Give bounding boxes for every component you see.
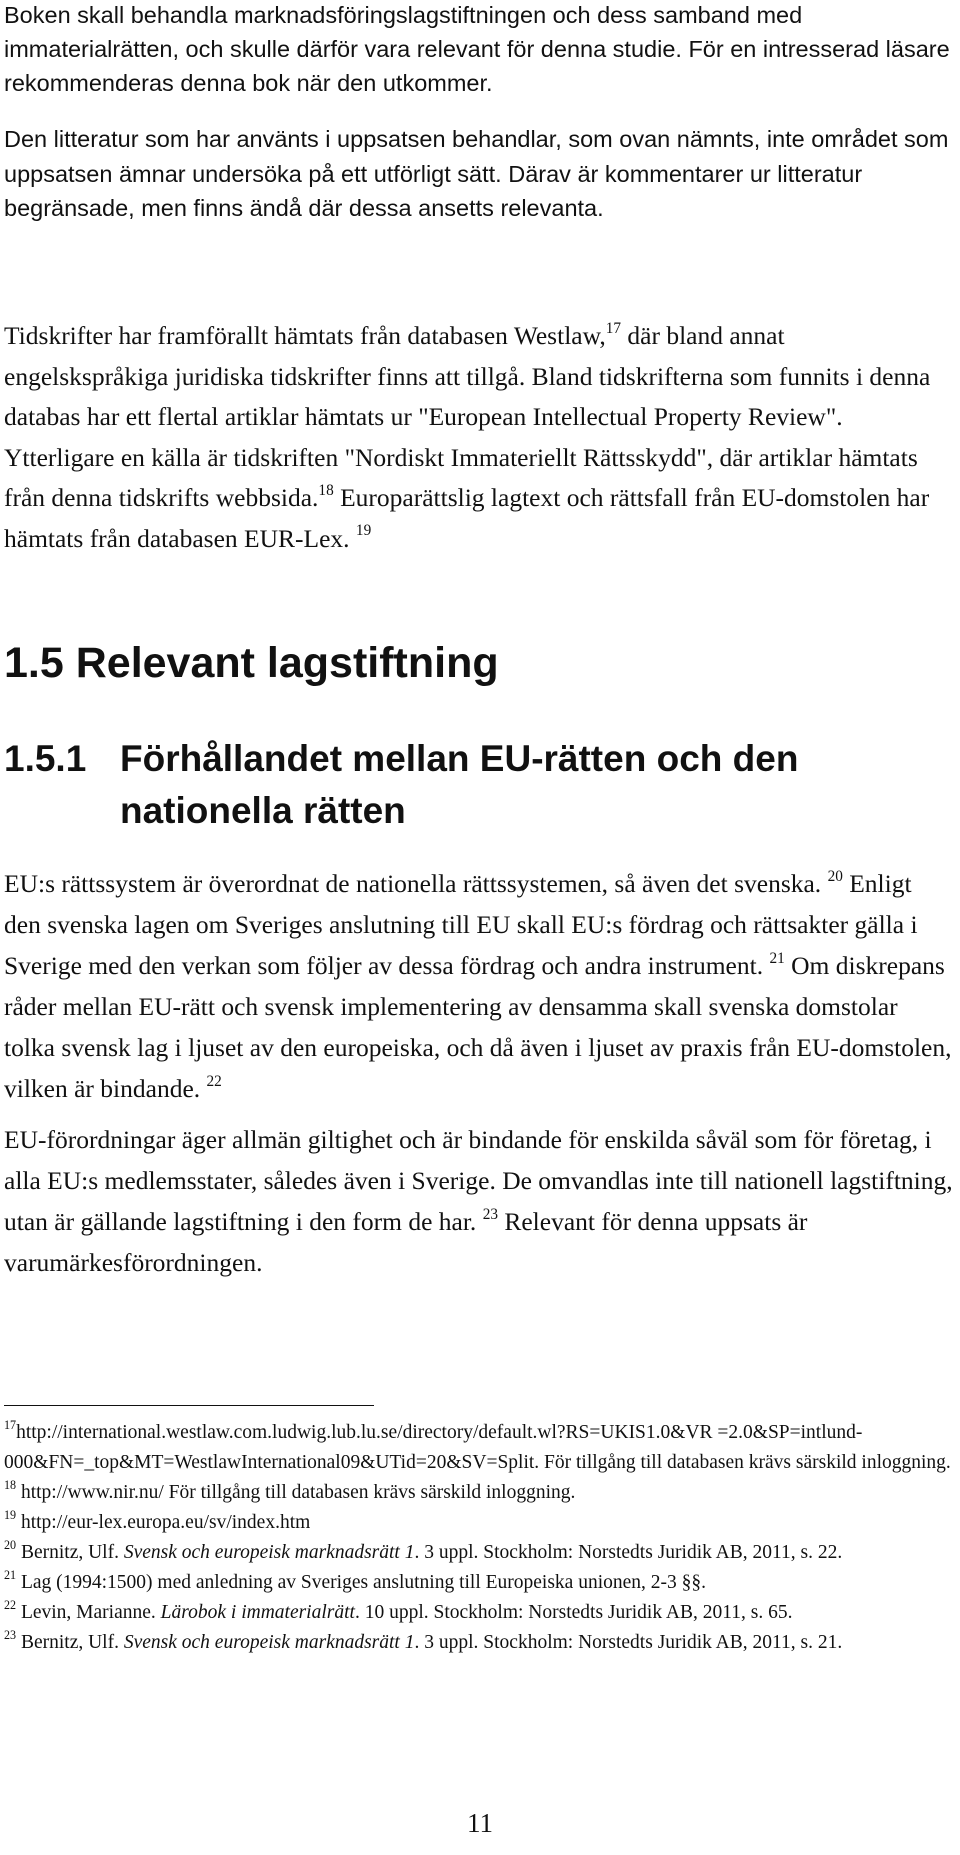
footnote-21 xyxy=(4,1568,954,1598)
section-heading: 1.5 Relevant lagstiftning xyxy=(4,639,499,687)
footnote-book-title: Svensk och europeisk marknadsrätt 1 xyxy=(123,1542,415,1563)
footnote-text: . 3 uppl. Stockholm: Norstedts Juridik AB, 2011, s. 22. xyxy=(414,1542,843,1563)
footnote-book-title: Svensk och europeisk marknadsrätt 1 xyxy=(123,1632,415,1653)
paragraph-eu-regulations xyxy=(4,1119,954,1283)
footnote-23 xyxy=(4,1628,954,1658)
footnote-ref[interactable]: 23 xyxy=(482,1205,498,1223)
subsection-title-line1: Förhållandet mellan EU-rätten och den xyxy=(120,738,799,779)
footnote-ref[interactable]: 17 xyxy=(605,319,622,337)
footnote-text: Lag (1994:1500) med anledning av Sveriges anslutning till Europeiska unionen, 2-3 §§. xyxy=(16,1572,707,1593)
footnote-number: 17 xyxy=(4,1418,17,1433)
subsection-title-line2: nationella rätten xyxy=(120,790,406,831)
footnote-22 xyxy=(4,1598,954,1628)
paragraph-text: Enligt den svenska lagen om Sveriges anslutning till EU skall EU:s fördrag och rättsakter gälla i Sverige med den verkan som följer av dessa fördrag och andra instrument. xyxy=(4,869,918,980)
paragraph-text: Om diskrepans råder mellan EU-rätt och svensk implementering av densamma skall svenska domstolar tolka svensk lag i ljuset av den europeiska, och då även i ljuset av praxis från EU-domstolen, vilken är bindande. xyxy=(4,951,952,1103)
footnote-text: Bernitz, Ulf. xyxy=(16,1632,124,1653)
paragraph-text: EU:s rättssystem är överordnat de nationella rättssystemen, så även det svenska. xyxy=(4,869,822,898)
footnote-ref[interactable]: 18 xyxy=(318,481,334,499)
footnote-number: 19 xyxy=(4,1508,17,1523)
footnote-text: Levin, Marianne. xyxy=(16,1602,161,1623)
paragraph-eu-legal-system xyxy=(4,863,954,1109)
footnote-20 xyxy=(4,1538,954,1568)
footnote-number: 23 xyxy=(4,1628,17,1643)
footnote-ref[interactable]: 19 xyxy=(355,522,372,540)
footnote-number: 20 xyxy=(4,1538,17,1553)
paragraph-text: Europarättslig lagtext och rättsfall från EU-domstolen har hämtats från databasen EUR-Lex. xyxy=(4,483,930,553)
footnote-17 xyxy=(4,1418,954,1478)
paragraph-literature: Den litteratur som har använts i uppsatsen behandlar, som ovan nämnts, inte området som uppsatsen ämnar undersöka på ett utförligt sätt. Därav är kommentarer ur litteratur begränsade, men finns ändå där dessa ansetts relevanta. xyxy=(4,126,949,221)
subsection-number: 1.5.1 xyxy=(4,738,87,779)
footnote-19 xyxy=(4,1508,954,1538)
paragraph-text: Relevant för denna uppsats är varumärkesförordningen. xyxy=(4,1207,808,1277)
footnote-text: . 3 uppl. Stockholm: Norstedts Juridik AB, 2011, s. 21. xyxy=(414,1632,843,1653)
footnote-book-title: Lärobok i immaterialrätt xyxy=(160,1602,355,1623)
paragraph-text: där bland annat engelskspråkiga juridiska tidskrifter finns att tillgå. Bland tidskrifterna som funnits i denna databas har ett flertal artiklar hämtats ur "European Intellectual Property Review". Ytterligare en källa är tidskriften "Nordiskt Immateriellt Rättsskydd", där artiklar hämtats från denna tidskrifts webbsida. xyxy=(4,321,931,512)
footnotes xyxy=(4,1418,954,1658)
footnote-number: 18 xyxy=(4,1478,17,1493)
footnote-url[interactable]: http://www.nir.nu/ För tillgång till databasen krävs särskild inloggning. xyxy=(16,1482,576,1503)
footnote-url[interactable]: http://international.westlaw.com.ludwig.lub.lu.se/directory/default.wl?RS=UKIS1.0&VR =2.0&SP=intlund-000&FN=_top&MT=WestlawInternational09&UTid=20&SV=Split. För tillgång till databasen krävs särskild inloggning. xyxy=(4,1422,951,1473)
footnote-text: Bernitz, Ulf. xyxy=(16,1542,124,1563)
footnote-18 xyxy=(4,1478,954,1508)
footnote-url[interactable]: http://eur-lex.europa.eu/sv/index.htm xyxy=(16,1512,311,1533)
footnote-number: 21 xyxy=(4,1568,17,1583)
page-number: 11 xyxy=(467,1808,493,1838)
footnote-number: 22 xyxy=(4,1598,17,1613)
footnote-ref[interactable]: 21 xyxy=(769,949,785,967)
footnote-text: . 10 uppl. Stockholm: Norstedts Juridik AB, 2011, s. 65. xyxy=(354,1602,793,1623)
subsection-heading xyxy=(4,733,798,837)
footnote-separator xyxy=(4,1405,374,1406)
footnote-ref[interactable]: 22 xyxy=(206,1072,222,1090)
paragraph-text: Tidskrifter har framförallt hämtats från databasen Westlaw, xyxy=(4,321,606,350)
paragraph-text: EU-förordningar äger allmän giltighet och är bindande för enskilda såväl som för företag, i alla EU:s medlemsstater, således även i Sverige. De omvandlas inte till nationell lagstiftning, utan är gällande lagstiftning i den form de har. xyxy=(4,1125,953,1236)
paragraph-book-note: Boken skall behandla marknadsföringslagstiftningen och dess samband med immaterialrätten, och skulle därför vara relevant för denna studie. För en intresserad läsare rekommenderas denna bok när den utkommer. xyxy=(4,2,950,96)
paragraph-journals xyxy=(4,316,954,559)
footnote-ref[interactable]: 20 xyxy=(827,867,843,885)
